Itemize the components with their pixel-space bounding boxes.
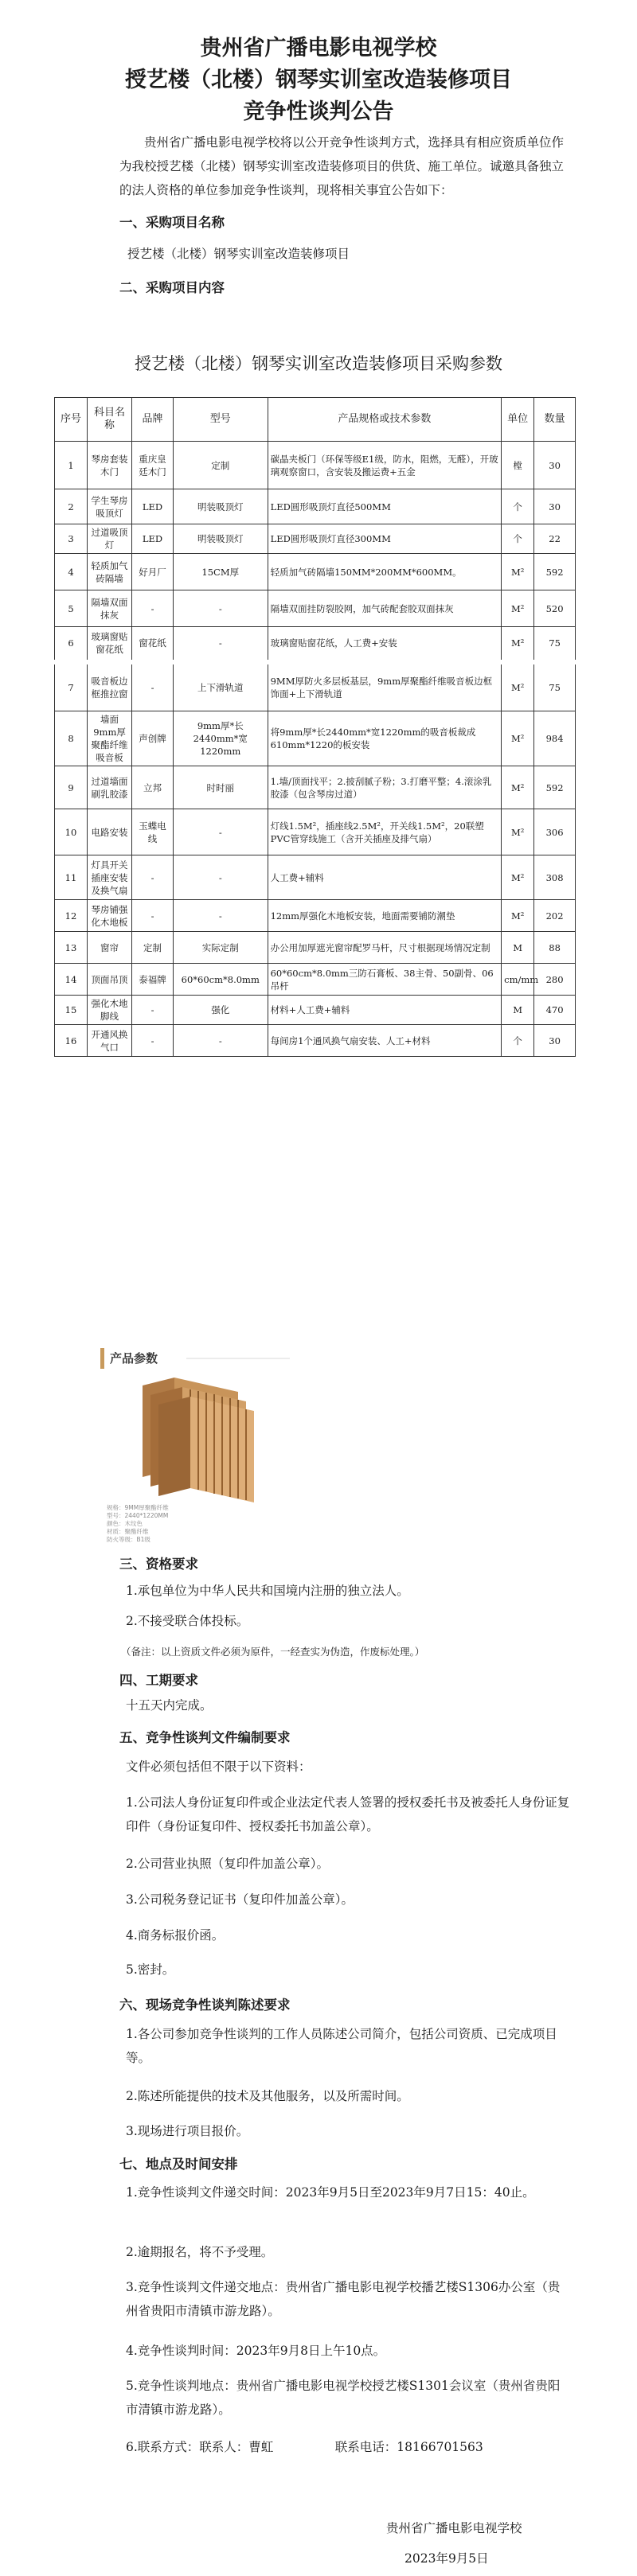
table-cell: - [132,996,174,1025]
table-header-row [55,398,576,442]
sec5-item: 5.密封。 [126,1962,175,1977]
table-cell: 每间房1个通风换气扇安装、人工+材料 [268,1025,502,1057]
table-cell: 好月厂 [132,554,174,590]
table-cell: M² [502,662,534,711]
table-row [55,489,576,524]
title-school: 贵州省广播电影电视学校 [200,36,437,60]
table-row [55,442,576,489]
table-cell: 520 [534,590,576,627]
table-cell: 9MM厚防火多层板基层，9mm厚聚酯纤维吸音板边框饰面+上下滑轨道 [268,662,502,711]
table-cell: 3 [55,524,88,554]
table-cell: cm/mm [502,964,534,996]
table-cell: M² [502,900,534,932]
table-cell: 将9mm厚*长2440mm*宽1220mm的吸音板裁成610mm*1220的板安装 [268,711,502,766]
table-cell: - [173,855,268,900]
table-cell: - [132,900,174,932]
signature-org: 贵州省广播电影电视学校 [386,2521,522,2535]
table-cell: M [502,932,534,964]
table-cell: 窗帘 [88,932,132,964]
table-cell: 75 [534,662,576,711]
table-cell: 琴房铺强化木地板 [88,900,132,932]
table-cell: LED [132,524,174,554]
sec5-lead: 文件必须包括但不限于以下资料： [126,1760,311,1774]
table-cell: 定制 [132,932,174,964]
table-cell: 592 [534,554,576,590]
table-cell: M² [502,590,534,627]
sec7-item: 5.竞争性谈判地点：贵州省广播电影电视学校授艺楼S1301会议室（贵州省贵阳市清镇市游龙路）。 [126,2379,561,2417]
sec5-item: 1.公司法人身份证复印件或企业法定代表人签署的授权委托书及被委托人身份证复印件（身份证复印件、授权委托书加盖公章）。 [126,1795,570,1834]
sec3-item: 2.不接受联合体投标。 [126,1614,249,1628]
procurement-table [54,397,576,1057]
sec4-body: 十五天内完成。 [126,1698,213,1713]
spec-line: 规格：9MM厚聚酯纤维 [107,1504,169,1511]
table-cell: 立邦 [132,766,174,809]
signature-date: 2023年9月5日 [404,2551,489,2566]
title-project: 授艺楼（北楼）钢琴实训室改造装修项目 [125,68,512,92]
table-cell: - [173,1025,268,1057]
table-row [55,1025,576,1057]
sec3-note: （备注：以上资质文件必须为原件，一经查实为伪造，作废标处理。） [121,1646,425,1658]
table-cell: 7 [55,662,88,711]
header-cell: 产品规格或技术参数 [268,398,502,442]
table-cell: 隔墙双面抹灰 [88,590,132,627]
sec7-item: 4.竞争性谈判时间：2023年9月8日上午10点。 [126,2344,386,2358]
table-cell: 上下滑轨道 [173,662,268,711]
table-cell: 强化木地脚线 [88,996,132,1025]
table-cell: 过道墙面刷乳胶漆 [88,766,132,809]
table-cell: M² [502,766,534,809]
acoustic-panel-picture [99,1346,294,1545]
table-cell: 11 [55,855,88,900]
table-cell: 玉蝶电线 [132,809,174,855]
table-cell: 5 [55,590,88,627]
table-cell: 60*60cm*8.0mm三防石膏板、38主骨、50副骨、06吊杆 [268,964,502,996]
table-row [55,590,576,627]
table-cell: 15 [55,996,88,1025]
table-cell: 时时丽 [173,766,268,809]
table-cell: 75 [534,627,576,662]
table-cell: 16 [55,1025,88,1057]
table-cell: LED圆形吸顶灯直径500MM [268,489,502,524]
table-cell: 泰福牌 [132,964,174,996]
table-cell: 过道吸顶灯 [88,524,132,554]
table-cell: - [173,809,268,855]
table-cell: 人工费+辅料 [268,855,502,900]
table-cell: 202 [534,900,576,932]
table-cell: 重庆皇廷木门 [132,442,174,489]
table-cell: 6 [55,627,88,662]
title-announcement: 竞争性谈判公告 [243,99,394,124]
table-cell: 开通风换气口 [88,1025,132,1057]
table-cell: 学生琴房吸顶灯 [88,489,132,524]
table-cell: 办公用加厚遮光窗帘配罗马杆，尺寸根据现场情况定制 [268,932,502,964]
sec2-heading: 二、采购项目内容 [119,280,225,295]
table-cell: - [132,1025,174,1057]
table-cell: 12mm厚强化木地板安装，地面需要铺防潮垫 [268,900,502,932]
table-cell: - [173,900,268,932]
header-cell: 品牌 [132,398,174,442]
table-cell: 个 [502,489,534,524]
table-cell: - [132,662,174,711]
table-cell: 15CM厚 [173,554,268,590]
table-cell: 60*60cm*8.0mm [173,964,268,996]
table-cell: M² [502,809,534,855]
sec7-item: 3.竞争性谈判文件递交地点：贵州省广播电影电视学校播艺楼S1306办公室（贵州省贵阳市清镇市游龙路）。 [126,2280,561,2318]
table-row [55,766,576,809]
table-row [55,627,576,662]
table-cell: 308 [534,855,576,900]
sec5-item: 4.商务标报价函。 [126,1928,225,1943]
table-cell: 个 [502,524,534,554]
table-cell: 1.墙/顶面找平；2.披刮腻子粉；3.打磨平整；4.滚涂乳胶漆（包含琴房过道） [268,766,502,809]
table-cell: 顶面吊顶 [88,964,132,996]
table-row [55,662,576,711]
table-cell: 14 [55,964,88,996]
table-cell: 樘 [502,442,534,489]
table-cell: M² [502,711,534,766]
table-cell: 窗花纸 [132,627,174,662]
sec3-heading: 三、资格要求 [119,1557,198,1572]
table-cell: 吸音板边框推拉窗 [88,662,132,711]
spec-line: 颜色：木纹色 [107,1520,143,1527]
table-cell: 9mm厚*长2440mm*宽1220mm [173,711,268,766]
table-cell: 4 [55,554,88,590]
table-cell: 984 [534,711,576,766]
spec-line: 防火等级：B1级 [107,1536,150,1543]
sec6-heading: 六、现场竞争性谈判陈述要求 [119,1997,291,2013]
table-cell: 声创牌 [132,711,174,766]
sec5-item: 2.公司营业执照（复印件加盖公章）。 [126,1857,330,1871]
sec7-item: 2.逾期报名，将不予受理。 [126,2245,274,2259]
table-cell: 明装吸顶灯 [173,489,268,524]
table-body [55,442,576,1057]
table-cell: 2 [55,489,88,524]
table-cell: 强化 [173,996,268,1025]
table-cell: 明装吸顶灯 [173,524,268,554]
header-cell: 单位 [502,398,534,442]
sec7-item: 6.联系方式：联系人：曹虹 联系电话：18166701563 [126,2440,483,2454]
sec1-heading: 一、采购项目名称 [119,215,225,230]
table-row [55,964,576,996]
sec4-heading: 四、工期要求 [119,1673,198,1688]
table-cell: 灯线1.5M²，插座线2.5M²，开关线1.5M²，20联塑PVC管穿线施工（含开关插座及排气扇） [268,809,502,855]
table-cell: M² [502,627,534,662]
table-cell: 琴房套装木门 [88,442,132,489]
sec6-item: 3.现场进行项目报价。 [126,2124,249,2138]
table-cell: 13 [55,932,88,964]
table-cell: - [132,855,174,900]
sec3-item: 1.承包单位为中华人民共和国境内注册的独立法人。 [126,1584,409,1598]
table-row [55,524,576,554]
table-cell: 30 [534,1025,576,1057]
table-row [55,809,576,855]
table-cell: 电路安装 [88,809,132,855]
table-cell: 玻璃窗贴窗花纸，人工费+安装 [268,627,502,662]
table-cell: LED圆形吸顶灯直径300MM [268,524,502,554]
table-cell: 隔墙双面挂防裂胶网，加气砖配套胶双面抹灰 [268,590,502,627]
header-cell: 序号 [55,398,88,442]
table-cell: 22 [534,524,576,554]
table-cell: 碳晶夹板门（环保等级E1级，防水，阻燃，无醛），开玻璃观察窗口，含安装及搬运费+五金 [268,442,502,489]
table-cell: 30 [534,489,576,524]
sec7-item: 1.竞争性谈判文件递交时间：2023年9月5日至2023年9月7日15：40止。 [126,2185,535,2200]
table-cell: M [502,996,534,1025]
table-cell: M² [502,855,534,900]
table-cell: 墙面9mm厚聚酯纤维吸音板 [88,711,132,766]
table-cell: 88 [534,932,576,964]
intro-paragraph: 贵州省广播电影电视学校将以公开竞争性谈判方式，选择具有相应资质单位作为我校授艺楼（北楼）钢琴实训室改造装修项目的供货、施工单位。诚邀具备独立的法人资格的单位参加竞争性谈判，现将相关事宜公告如下： [119,135,565,197]
spec-line: 型号：2440*1220MM [107,1512,169,1519]
product-image-caption: 产品参数 [110,1351,158,1366]
table-row [55,996,576,1025]
table-cell: 280 [534,964,576,996]
spec-line: 材质：聚酯纤维 [107,1528,149,1535]
table-cell: - [132,590,174,627]
table-row [55,932,576,964]
table-cell: - [173,627,268,662]
table-cell: 材料+人工费+辅料 [268,996,502,1025]
table-cell: 592 [534,766,576,809]
table-cell: 轻质加气砖隔墙150MM*200MM*600MM。 [268,554,502,590]
table-cell: 灯具开关插座安装及换气扇 [88,855,132,900]
table-cell: 8 [55,711,88,766]
sec5-item: 3.公司税务登记证书（复印件加盖公章）。 [126,1892,354,1907]
table-row [55,900,576,932]
sec6-item: 1.各公司参加竞争性谈判的工作人员陈述公司简介，包括公司资质、已完成项目等。 [126,2027,557,2065]
table-row [55,855,576,900]
table-cell: 470 [534,996,576,1025]
table-row [55,554,576,590]
table-cell: 9 [55,766,88,809]
sec1-body: 授艺楼（北楼）钢琴实训室改造装修项目 [127,247,350,261]
header-cell: 型号 [173,398,268,442]
table-cell: 轻质加气砖隔墙 [88,554,132,590]
table-cell: 实际定制 [173,932,268,964]
table-cell: LED [132,489,174,524]
table-cell: 玻璃窗贴窗花纸 [88,627,132,662]
table-cell: 定制 [173,442,268,489]
table-cell: 12 [55,900,88,932]
table-cell: - [173,590,268,627]
table-cell: M² [502,554,534,590]
header-cell: 科目名称 [88,398,132,442]
table-cell: 30 [534,442,576,489]
table-cell: 个 [502,1025,534,1057]
table-cell: 10 [55,809,88,855]
product-image [99,1346,294,1545]
sec7-heading: 七、地点及时间安排 [119,2157,238,2172]
table-row [55,711,576,766]
table-cell: 306 [534,809,576,855]
sec6-item: 2.陈述所能提供的技术及其他服务，以及所需时间。 [126,2089,409,2103]
table-title: 授艺楼（北楼）钢琴实训室改造装修项目采购参数 [135,354,502,373]
table-cell: 1 [55,442,88,489]
header-cell: 数量 [534,398,576,442]
sec5-heading: 五、竞争性谈判文件编制要求 [119,1730,291,1745]
